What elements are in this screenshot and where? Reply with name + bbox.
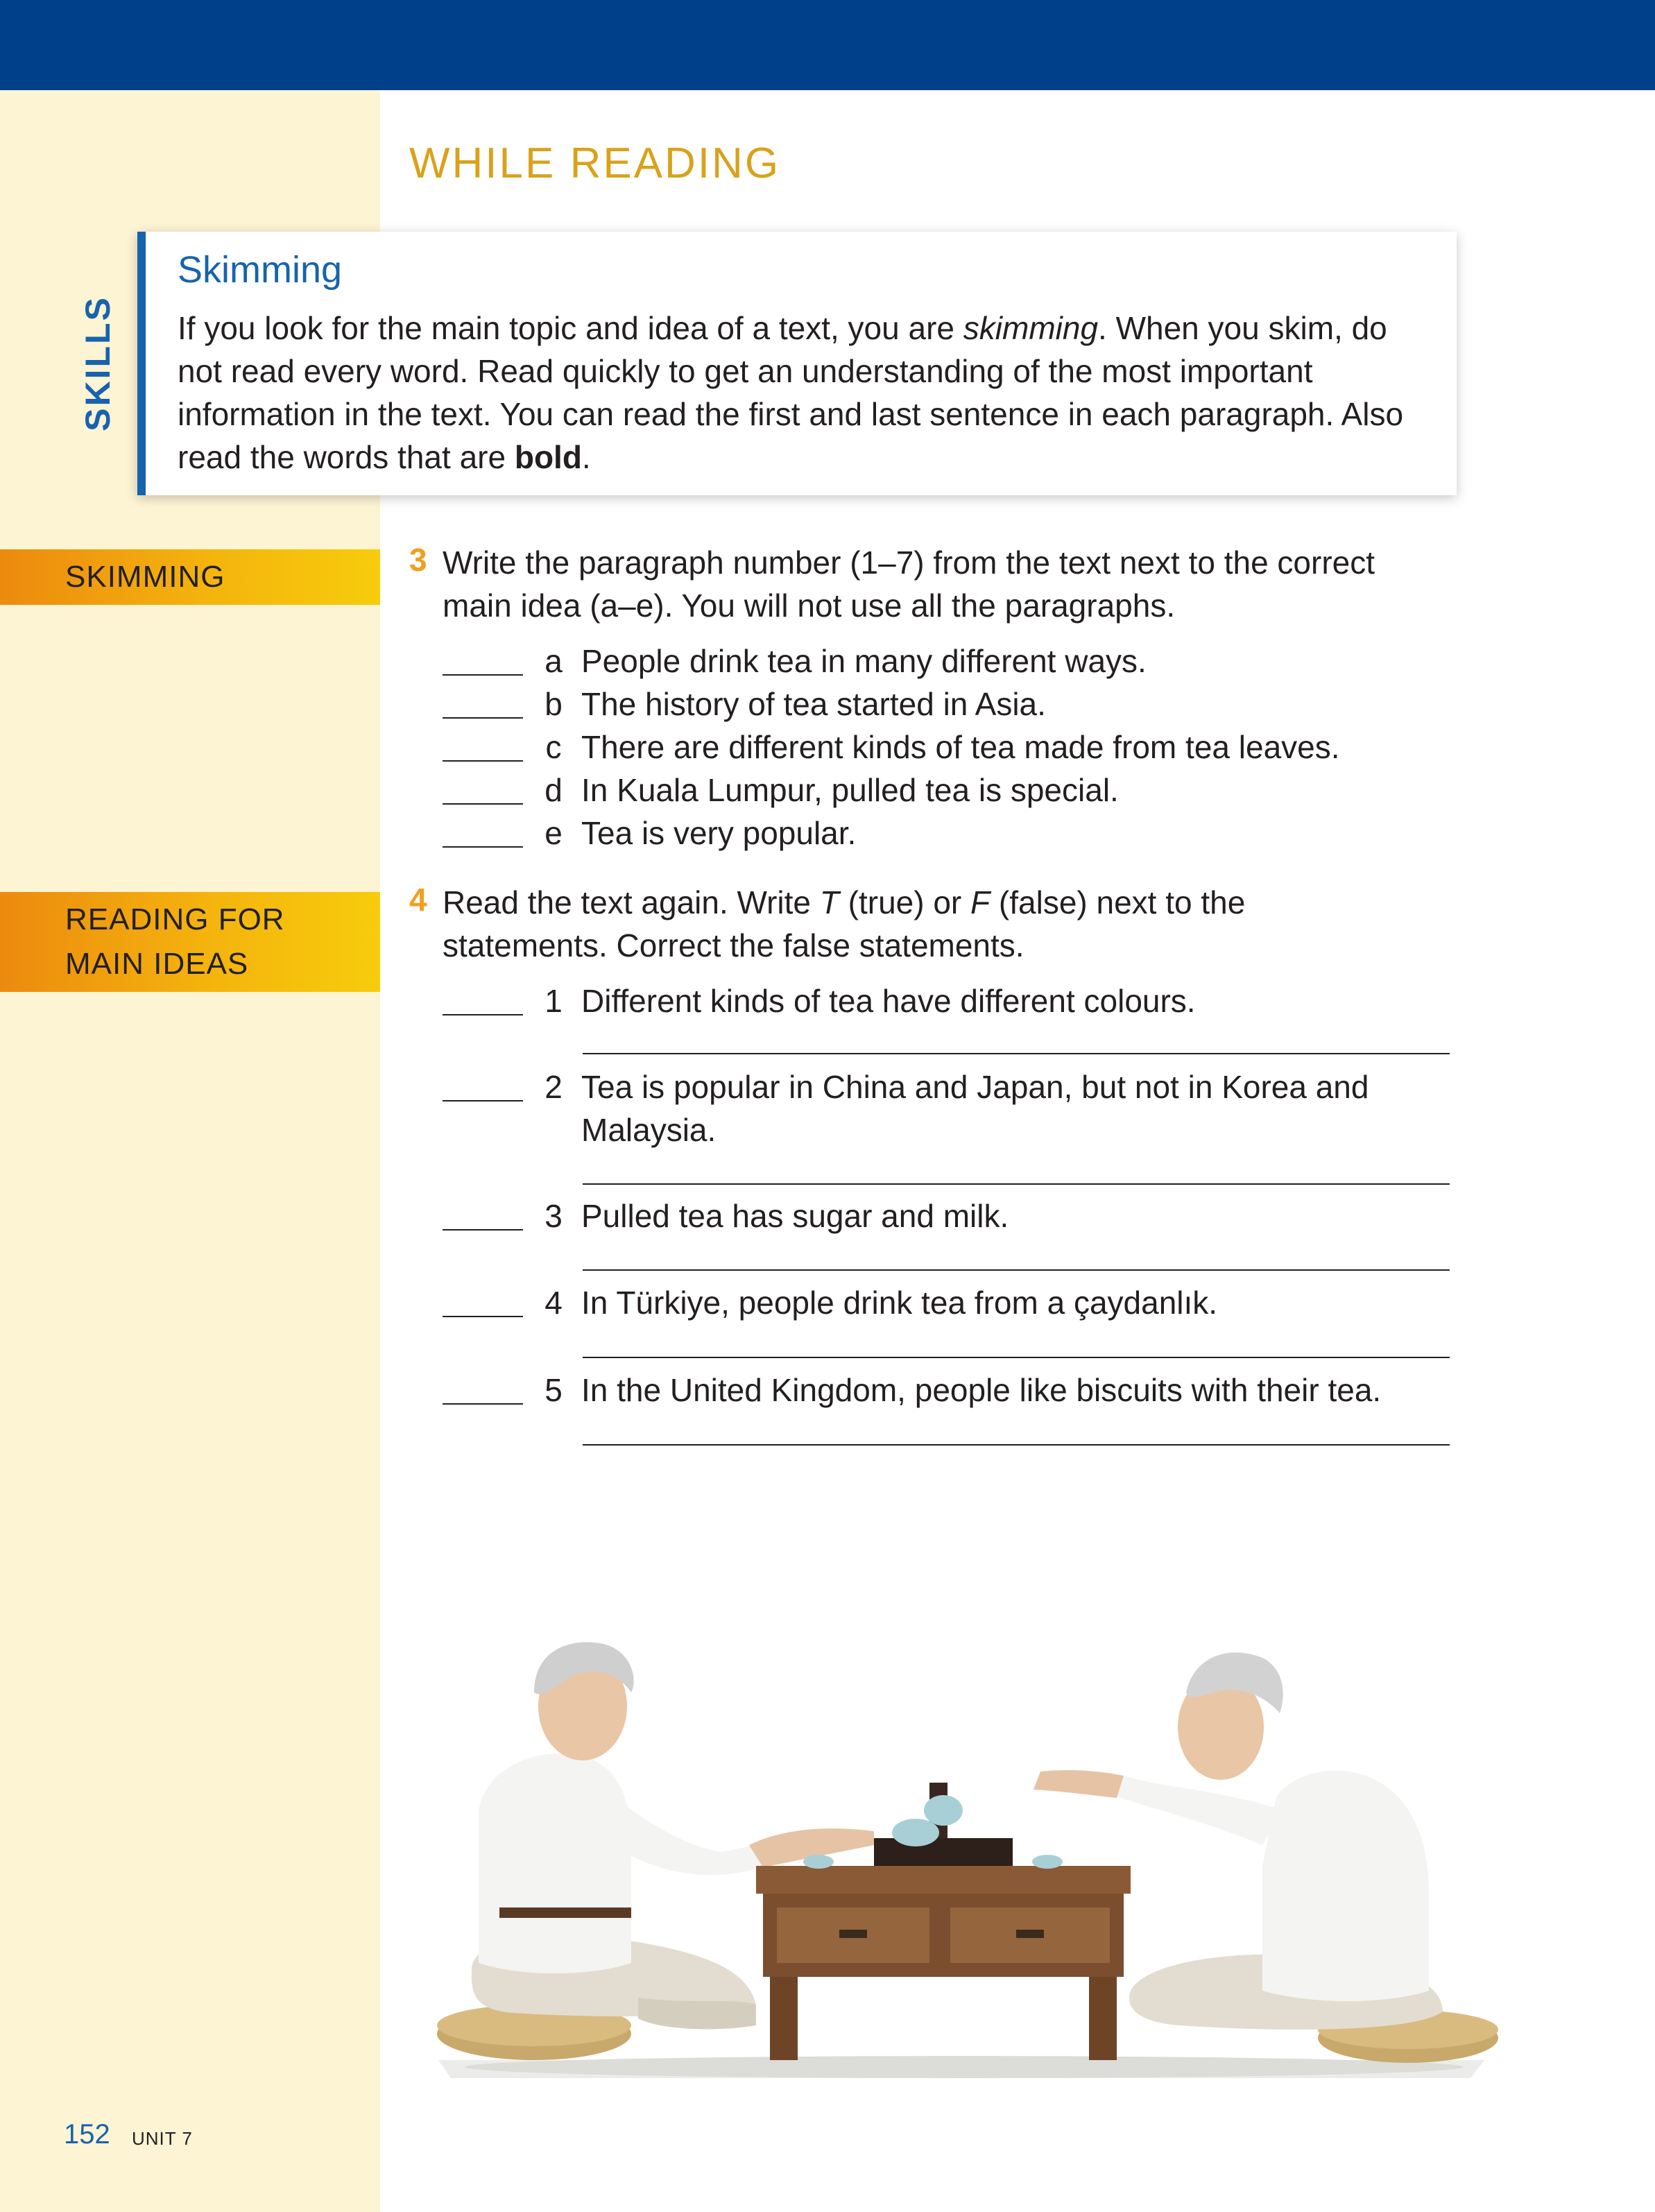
item-text: In Kuala Lumpur, pulled tea is special. xyxy=(581,772,1119,808)
item-number: 4 xyxy=(544,1285,563,1321)
answer-blank[interactable] xyxy=(443,803,523,805)
item-text: Tea is very popular. xyxy=(581,815,857,851)
main-ideas-label xyxy=(0,892,380,992)
item-letter: e xyxy=(544,815,563,851)
item-letter: b xyxy=(544,686,563,722)
exercise-3-item-e xyxy=(0,812,1655,855)
item-number: 3 xyxy=(544,1198,563,1234)
correction-line[interactable] xyxy=(583,1183,1450,1185)
instruction-text: (false) next to the xyxy=(990,884,1246,920)
item-text: People drink tea in many different ways. xyxy=(581,643,1147,679)
item-letter: a xyxy=(544,643,563,679)
skills-body-text-end: . xyxy=(581,439,591,475)
item-text: Different kinds of tea have different colours. xyxy=(581,983,1196,1019)
answer-blank[interactable] xyxy=(443,1403,523,1405)
true-letter: T xyxy=(819,884,839,920)
skills-body xyxy=(178,307,1440,479)
answer-blank[interactable] xyxy=(443,1316,523,1317)
tea-ceremony-photo xyxy=(430,1519,1498,2095)
main-ideas-label-line2: MAIN IDEAS xyxy=(65,947,249,981)
top-banner xyxy=(0,0,1655,90)
skills-body-emphasis: skimming xyxy=(963,310,1099,346)
item-number: 1 xyxy=(544,983,563,1019)
skills-body-text-1: If you look for the main topic and idea of a text, you are xyxy=(178,310,963,346)
exercise-4-item-2 xyxy=(0,1065,1655,1108)
main-ideas-label-line1: READING FOR xyxy=(65,902,285,936)
skills-body-text-2: . When you skim, do not read every word. Read quickly to get an understanding of the most important information in the text. You can read the first and last sentence in each paragraph. Also read the words that are xyxy=(178,310,1404,475)
skills-tab xyxy=(67,232,129,495)
exercise-4-item-1 xyxy=(0,979,1655,1022)
item-text: There are different kinds of tea made from tea leaves. xyxy=(581,729,1340,765)
answer-blank[interactable] xyxy=(443,1100,523,1101)
item-letter: c xyxy=(545,729,562,765)
answer-blank[interactable] xyxy=(443,1014,523,1015)
false-letter: F xyxy=(970,884,991,920)
item-letter: d xyxy=(544,772,563,808)
item-text: Pulled tea has sugar and milk. xyxy=(581,1198,1009,1234)
item-text: In the United Kingdom, people like biscuits with their tea. xyxy=(581,1372,1382,1408)
instruction-text: (true) or xyxy=(839,884,971,920)
unit-label: UNIT 7 xyxy=(132,2128,193,2149)
skills-title: Skimming xyxy=(178,249,343,291)
item-number: 2 xyxy=(544,1069,563,1105)
exercise-4-instruction-line2: statements. Correct the false statements. xyxy=(443,927,1024,963)
skills-box xyxy=(137,232,1457,495)
item-number: 5 xyxy=(544,1372,563,1408)
exercise-3-item-b xyxy=(0,683,1655,726)
item-text: Tea is popular in China and Japan, but not in Korea and xyxy=(581,1069,1369,1105)
answer-blank[interactable] xyxy=(443,1229,523,1231)
correction-line[interactable] xyxy=(583,1444,1450,1446)
exercise-4-item-5 xyxy=(0,1369,1655,1412)
answer-blank[interactable] xyxy=(443,846,523,848)
instruction-text: Read the text again. Write xyxy=(443,884,820,920)
exercise-3-item-d xyxy=(0,769,1655,812)
correction-line[interactable] xyxy=(583,1053,1450,1054)
page-number: 152 xyxy=(64,2119,110,2150)
answer-blank[interactable] xyxy=(443,717,523,719)
skills-tab-label: SKILLS xyxy=(78,295,117,431)
item-text-continued: Malaysia. xyxy=(581,1112,717,1148)
item-text: In Türkiye, people drink tea from a çaydanlık. xyxy=(581,1285,1218,1321)
exercise-3-item-c xyxy=(0,726,1655,769)
correction-line[interactable] xyxy=(583,1269,1450,1271)
exercise-3-number: 3 xyxy=(409,542,427,578)
exercise-3-instruction-line1: Write the paragraph number (1–7) from the text next to the correct xyxy=(443,545,1375,581)
exercise-4-item-4 xyxy=(0,1281,1655,1324)
correction-line[interactable] xyxy=(583,1357,1450,1358)
exercise-4-item-3 xyxy=(0,1194,1655,1237)
exercise-3-item-a xyxy=(0,640,1655,683)
answer-blank[interactable] xyxy=(443,674,523,676)
skimming-label: SKIMMING xyxy=(0,549,380,605)
item-text: The history of tea started in Asia. xyxy=(581,686,1046,722)
section-heading: WHILE READING xyxy=(409,139,781,187)
exercise-3-instruction-line2: main idea (a–e). You will not use all the paragraphs. xyxy=(443,588,1176,624)
exercise-4-instruction-line1 xyxy=(443,881,1245,924)
answer-blank[interactable] xyxy=(443,760,523,762)
exercise-4-number: 4 xyxy=(409,882,427,918)
skills-body-bold: bold xyxy=(514,439,582,475)
